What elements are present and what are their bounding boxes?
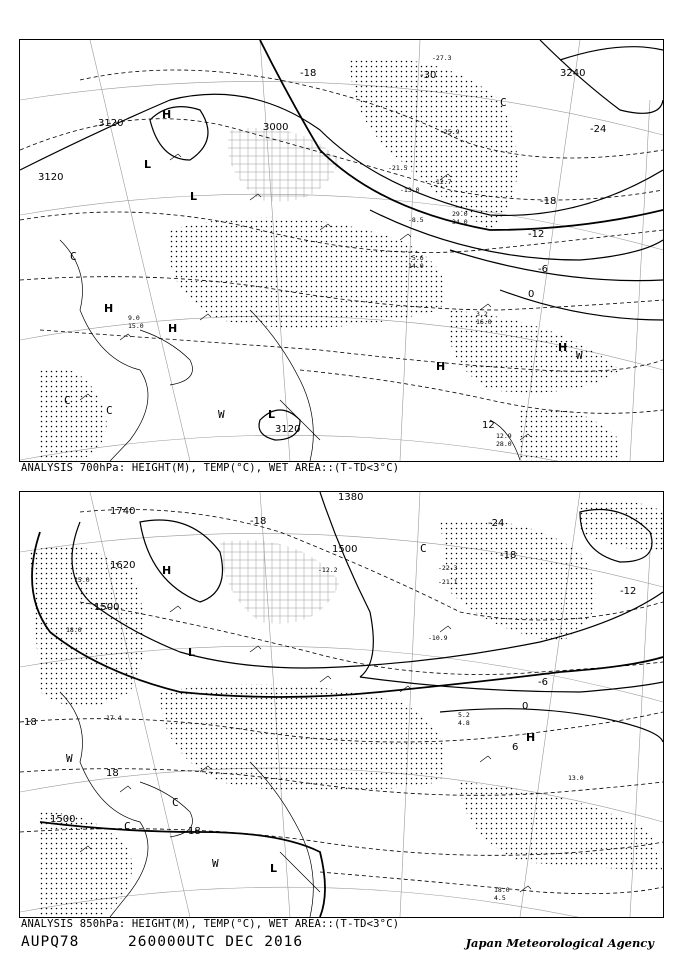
station-value: 3.2	[476, 310, 488, 318]
temp-label: -6	[538, 264, 548, 275]
temp-label: 0	[528, 289, 535, 300]
station-value: 29.0	[452, 210, 468, 218]
temp-label: -12	[620, 586, 637, 597]
pressure-center: L	[270, 862, 278, 875]
panel-caption-700hpa: ANALYSIS 700hPa: HEIGHT(M), TEMP(°C), WET AREA::(T-TD<3°C)	[21, 462, 400, 474]
station-value: 18.0	[66, 626, 82, 634]
pressure-center: H	[104, 302, 114, 315]
station-value: -27.3	[432, 54, 452, 62]
pressure-center: W	[212, 857, 219, 870]
temp-label: 12	[482, 420, 495, 431]
pressure-center: C	[106, 404, 113, 417]
height-label: 3120	[275, 424, 301, 435]
height-label: 1380	[338, 492, 364, 503]
pressure-center: H	[526, 731, 536, 744]
temp-label: 18	[24, 717, 37, 728]
panel-caption-850hpa: ANALYSIS 850hPa: HEIGHT(M), TEMP(°C), WET AREA::(T-TD<3°C)	[21, 918, 400, 930]
station-value: 14.0	[408, 262, 424, 270]
temp-label: -18	[300, 68, 317, 79]
pressure-center: L	[268, 408, 276, 421]
pressure-center: C	[124, 820, 131, 833]
agency-name: Japan Meteorological Agency	[465, 936, 654, 950]
station-value: -8.5	[408, 216, 424, 224]
station-value: 9.0	[128, 314, 140, 322]
station-value: 12.9	[496, 432, 512, 440]
temp-label: -24	[590, 124, 607, 135]
pressure-center: L	[188, 646, 196, 659]
temp-label: -24	[488, 518, 505, 529]
pressure-center: W	[66, 752, 73, 765]
station-value: 13.0	[568, 774, 584, 782]
pressure-center: H	[436, 360, 446, 373]
station-value: -12.7	[432, 178, 452, 186]
station-value: 28.0	[496, 440, 512, 448]
station-value: 18.0	[494, 886, 510, 894]
height-label: 1500	[94, 602, 120, 613]
temp-label: -6	[538, 677, 548, 688]
pressure-center: L	[190, 190, 198, 203]
pressure-center: W	[218, 408, 225, 421]
pressure-center: H	[558, 341, 568, 354]
height-label: 3000	[263, 122, 289, 133]
station-value: 15.0	[74, 576, 90, 584]
station-value: -21.5	[388, 164, 408, 172]
temp-label: 6	[512, 742, 519, 753]
pressure-center: L	[144, 158, 152, 171]
pressure-center: W	[576, 349, 583, 362]
height-label: 3120	[38, 172, 64, 183]
station-value: 4.5	[494, 894, 506, 902]
station-value: 5.2	[458, 711, 470, 719]
temp-label: -18	[500, 550, 517, 561]
station-value: 16.0	[476, 318, 492, 326]
station-value: -12.2	[318, 566, 338, 574]
chart-code: AUPQ78	[21, 934, 80, 950]
station-value: -10.9	[428, 634, 448, 642]
pressure-center: C	[64, 394, 71, 407]
temp-label: -12	[528, 229, 545, 240]
valid-time: 260000UTC DEC 2016	[128, 934, 304, 950]
height-label: 1500	[332, 544, 358, 555]
temp-label: -18	[250, 516, 267, 527]
map-850hpa-canvas	[20, 492, 663, 917]
temp-label: 18	[188, 826, 201, 837]
map-700hpa-canvas	[20, 40, 663, 461]
temp-label: -18	[540, 196, 557, 207]
pressure-center: C	[172, 796, 179, 809]
station-value: -25.9	[440, 128, 460, 136]
station-value: -5.6	[408, 254, 424, 262]
station-value: -22.3	[438, 564, 458, 572]
temp-label: 18	[106, 768, 119, 779]
height-label: 3120	[98, 118, 124, 129]
height-label: 3240	[560, 68, 586, 79]
station-value: 15.0	[128, 322, 144, 330]
temp-label: 0	[522, 701, 529, 712]
height-label: 1500	[50, 814, 76, 825]
height-label: 1620	[110, 560, 136, 571]
pressure-center: C	[500, 96, 507, 109]
height-label: 1740	[110, 506, 136, 517]
station-value: -13.0	[400, 186, 420, 194]
station-value: 4.8	[458, 719, 470, 727]
station-value: 34.0	[452, 218, 468, 226]
map-700hpa	[19, 39, 664, 462]
pressure-center: H	[168, 322, 178, 335]
temp-label: -30	[420, 70, 437, 81]
pressure-center: H	[162, 108, 172, 121]
pressure-center: H	[162, 564, 172, 577]
map-850hpa	[19, 491, 664, 918]
station-value: 17.4	[106, 714, 122, 722]
pressure-center: C	[70, 250, 77, 263]
station-value: -21.1	[438, 578, 458, 586]
pressure-center: C	[420, 542, 427, 555]
